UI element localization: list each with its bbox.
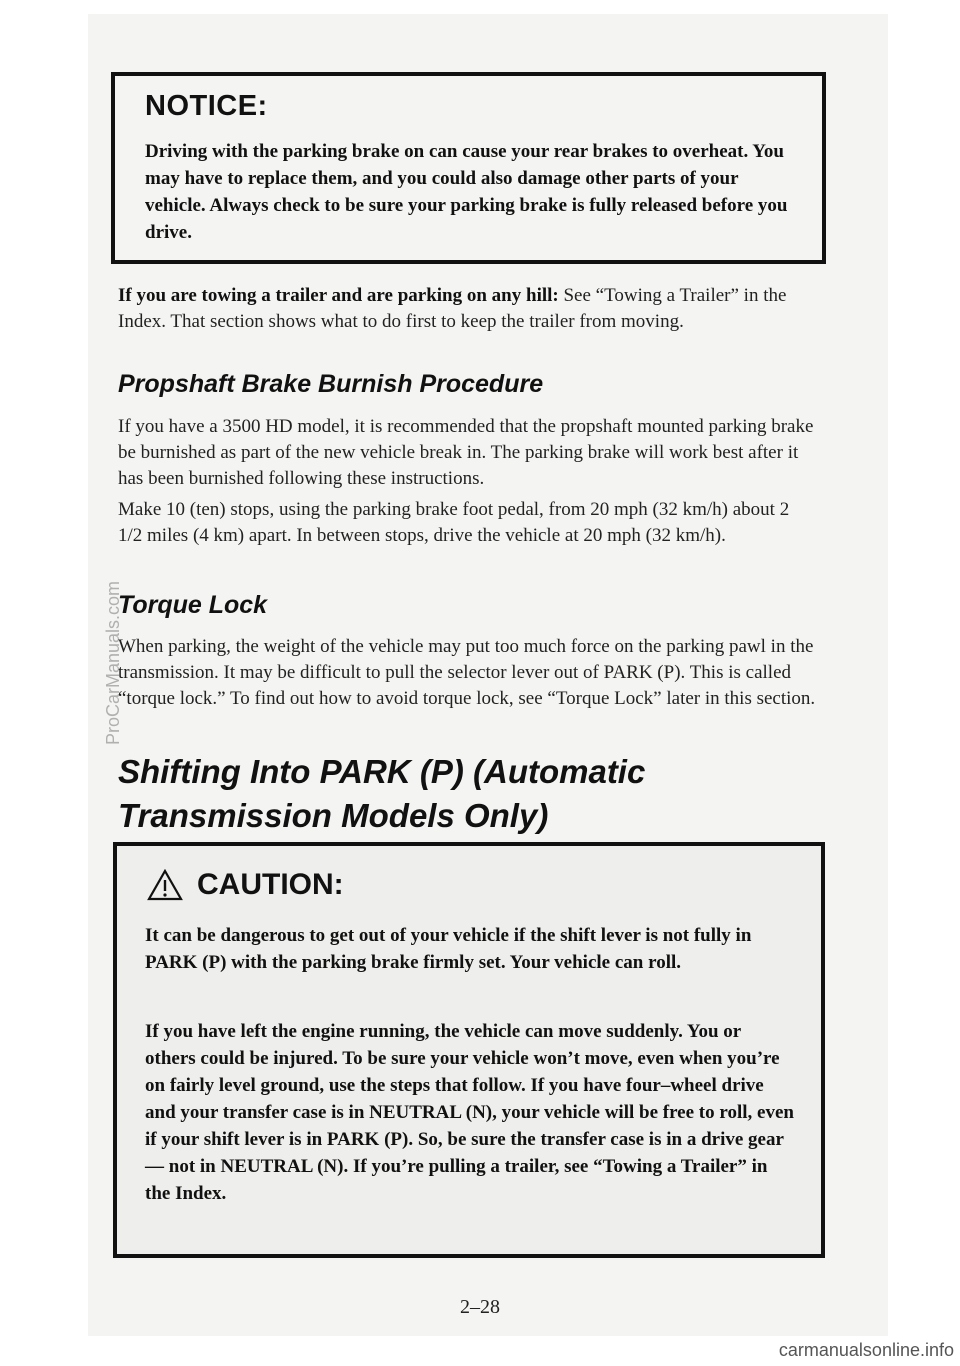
warning-triangle-icon bbox=[147, 869, 183, 901]
caution-box bbox=[113, 842, 825, 1258]
notice-box bbox=[111, 72, 826, 264]
caution-title: CAUTION: bbox=[197, 868, 344, 901]
caution-header bbox=[147, 868, 344, 902]
footer-url: carmanualsonline.info bbox=[778, 1340, 954, 1360]
page-number: 2–28 bbox=[460, 1296, 500, 1318]
shifting-heading: Shifting Into PARK (P) (Automatic Transmission Models Only) bbox=[118, 753, 646, 834]
torque-paragraph: When parking, the weight of the vehicle may put too much force on the parking pawl in the transmission. It may be difficult to pull the selector lever out of PARK (P). This is called “torque lock.” To find out how to avoid torque lock, see “Torque Lock” later in this section. bbox=[118, 636, 816, 709]
watermark: ProCarManuals.com bbox=[103, 580, 123, 745]
towing-lead: If you are towing a trailer and are parking on any hill: bbox=[118, 285, 559, 306]
propshaft-para-2: Make 10 (ten) stops, using the parking brake foot pedal, from 20 mph (32 km/h) about 2 1/2 miles (4 km) apart. In between stops, drive the vehicle at 20 mph (32 km/h). bbox=[118, 499, 790, 546]
propshaft-heading: Propshaft Brake Burnish Procedure bbox=[118, 370, 544, 398]
propshaft-para-1: If you have a 3500 HD model, it is recommended that the propshaft mounted parking brake be burnished as part of the new vehicle break in. The parking brake will work best after it has been burnished following these instructions. bbox=[118, 416, 814, 489]
towing-text: See “Towing a Trailer” in the Index. That section shows what to do first to keep the trailer from moving. bbox=[118, 285, 787, 332]
towing-paragraph bbox=[118, 283, 818, 335]
caution-para-2: If you have left the engine running, the vehicle can move suddenly. You or others could be injured. To be sure your vehicle won’t move, even when you’re on fairly level ground, use the steps that follow. If you have four–wheel drive and your transfer case is in NEUTRAL (N), your vehicle will be free to roll, even if your shift lever is in PARK (P). So, be sure the transfer case is in a drive gear — not in NEUTRAL (N). If you’re pulling a trailer, see “Towing a Trailer” in the Index. bbox=[145, 1021, 794, 1204]
caution-para-1: It can be dangerous to get out of your vehicle if the shift lever is not fully in PARK (P) with the parking brake firmly set. Your vehicle can roll. bbox=[145, 925, 752, 973]
notice-text: Driving with the parking brake on can cause your rear brakes to overheat. You may have to replace them, and you could also damage other parts of your vehicle. Always check to be sure your parking brake is fully released before you drive. bbox=[145, 141, 788, 243]
torque-heading: Torque Lock bbox=[118, 591, 268, 619]
notice-title: NOTICE: bbox=[145, 90, 268, 122]
